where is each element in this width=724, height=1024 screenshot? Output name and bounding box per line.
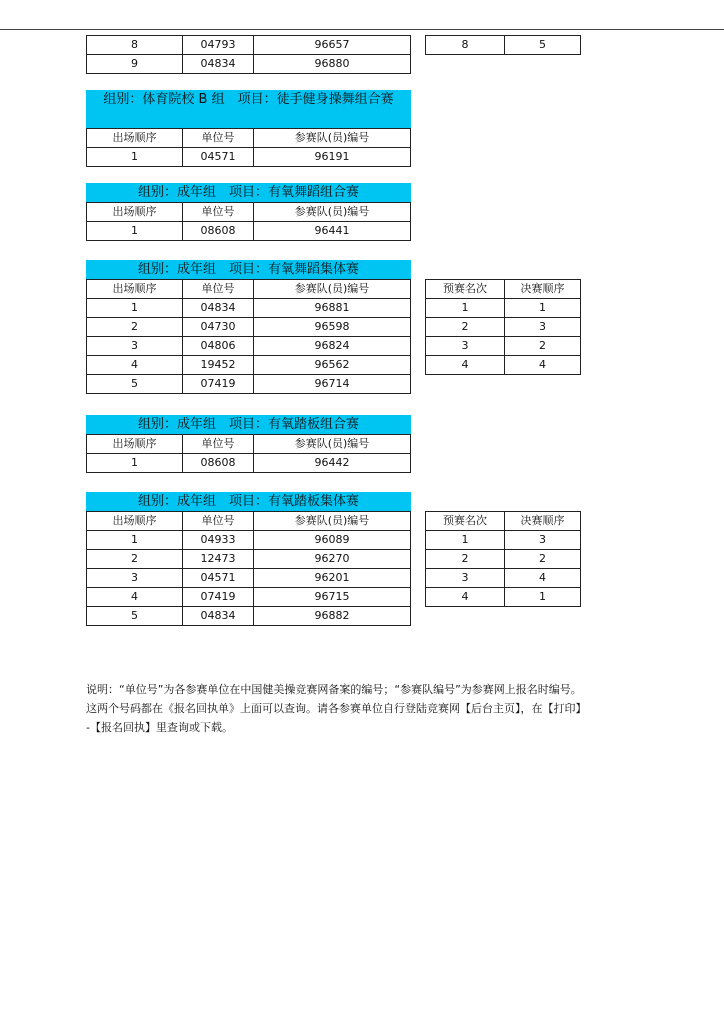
table-header-row	[426, 280, 581, 299]
order-header: 出场顺序	[87, 280, 183, 299]
table-row	[426, 588, 581, 607]
team-header: 参赛队(员)编号	[254, 280, 411, 299]
results-table	[86, 202, 411, 241]
table-row	[87, 337, 411, 356]
order-cell: 5	[87, 375, 183, 394]
final-order-cell: 2	[505, 337, 581, 356]
order-cell: 1	[87, 531, 183, 550]
order-header: 出场顺序	[87, 129, 183, 148]
table-row	[426, 337, 581, 356]
table-row	[426, 299, 581, 318]
team-cell: 96657	[254, 36, 411, 55]
final-order-cell: 4	[505, 356, 581, 375]
table-row	[87, 148, 411, 167]
unit-header: 单位号	[183, 512, 254, 531]
team-cell: 96442	[254, 454, 411, 473]
unit-cell: 04730	[183, 318, 254, 337]
unit-cell: 04834	[183, 299, 254, 318]
results-table	[86, 128, 411, 167]
unit-header: 单位号	[183, 435, 254, 454]
section-title: 组别：成年组 项目：有氧踏板集体赛	[86, 492, 411, 511]
order-cell: 5	[87, 607, 183, 626]
order-cell: 8	[87, 36, 183, 55]
team-cell: 96714	[254, 375, 411, 394]
prelim-rank-cell: 4	[426, 588, 505, 607]
table-row	[87, 588, 411, 607]
prelim-rank-cell: 3	[426, 569, 505, 588]
prelim-header: 预赛名次	[426, 512, 505, 531]
order-cell: 4	[87, 588, 183, 607]
table-header-row	[87, 203, 411, 222]
table-row	[426, 356, 581, 375]
unit-cell: 04834	[183, 607, 254, 626]
table-row	[87, 55, 411, 74]
unit-cell: 04571	[183, 148, 254, 167]
order-cell: 2	[87, 318, 183, 337]
table-row	[87, 607, 411, 626]
table-row	[87, 569, 411, 588]
prelim-rank-cell: 3	[426, 337, 505, 356]
order-header: 出场顺序	[87, 512, 183, 531]
table-header-row	[87, 435, 411, 454]
table-row	[426, 36, 581, 55]
unit-header: 单位号	[183, 280, 254, 299]
team-cell: 96562	[254, 356, 411, 375]
order-cell: 3	[87, 569, 183, 588]
table-row	[426, 318, 581, 337]
prelim-rank-cell: 1	[426, 299, 505, 318]
rank-table	[425, 511, 581, 607]
table-row	[87, 531, 411, 550]
results-table	[86, 511, 411, 626]
table-header-row	[87, 129, 411, 148]
prelim-rank-cell: 1	[426, 531, 505, 550]
final-order-cell: 4	[505, 569, 581, 588]
team-cell: 96191	[254, 148, 411, 167]
note-line: 说明：“单位号”为各参赛单位在中国健美操竞赛网备案的编号；“参赛队编号”为参赛网上报名时编号。	[86, 683, 582, 696]
table-header-row	[426, 512, 581, 531]
unit-header: 单位号	[183, 203, 254, 222]
table-row	[87, 454, 411, 473]
order-cell: 1	[87, 454, 183, 473]
unit-cell: 19452	[183, 356, 254, 375]
table-row	[87, 299, 411, 318]
table-row	[426, 569, 581, 588]
final-order-cell: 1	[505, 588, 581, 607]
order-cell: 4	[87, 356, 183, 375]
unit-cell: 08608	[183, 454, 254, 473]
final-order-cell: 5	[505, 36, 581, 55]
prelim-header: 预赛名次	[426, 280, 505, 299]
unit-cell: 08608	[183, 222, 254, 241]
unit-cell: 04571	[183, 569, 254, 588]
prelim-rank-cell: 2	[426, 318, 505, 337]
table-row	[87, 550, 411, 569]
section-title: 组别：体育院校 B 组 项目：徒手健身操舞组合赛	[86, 90, 411, 128]
order-cell: 2	[87, 550, 183, 569]
rank-table	[425, 279, 581, 375]
prelim-rank-cell: 2	[426, 550, 505, 569]
order-cell: 1	[87, 222, 183, 241]
prelim-rank-cell: 4	[426, 356, 505, 375]
table-header-row	[87, 280, 411, 299]
table-row	[426, 550, 581, 569]
team-cell: 96881	[254, 299, 411, 318]
unit-cell: 04793	[183, 36, 254, 55]
section-title: 组别：成年组 项目：有氧舞蹈集体赛	[86, 260, 411, 279]
team-cell: 96824	[254, 337, 411, 356]
unit-cell: 07419	[183, 375, 254, 394]
team-header: 参赛队(员)编号	[254, 203, 411, 222]
team-cell: 96882	[254, 607, 411, 626]
team-cell: 96270	[254, 550, 411, 569]
unit-cell: 04834	[183, 55, 254, 74]
team-header: 参赛队(员)编号	[254, 512, 411, 531]
final-order-cell: 2	[505, 550, 581, 569]
explanation-note	[86, 680, 666, 737]
team-header: 参赛队(员)编号	[254, 435, 411, 454]
table-row	[87, 356, 411, 375]
unit-cell: 04933	[183, 531, 254, 550]
order-cell: 3	[87, 337, 183, 356]
team-cell: 96201	[254, 569, 411, 588]
unit-cell: 07419	[183, 588, 254, 607]
table-header-row	[87, 512, 411, 531]
note-line: -【报名回执】里查询或下载。	[86, 721, 233, 734]
final-order-cell: 3	[505, 318, 581, 337]
team-header: 参赛队(员)编号	[254, 129, 411, 148]
note-line: 这两个号码都在《报名回执单》上面可以查询。请各参赛单位自行登陆竞赛网【后台主页】，在【打印】	[86, 702, 587, 715]
prelim-rank-cell: 8	[426, 36, 505, 55]
order-header: 出场顺序	[87, 203, 183, 222]
continued-rank-table	[425, 35, 581, 55]
continued-results-table	[86, 35, 411, 74]
section-title: 组别：成年组 项目：有氧舞蹈组合赛	[86, 183, 411, 202]
team-cell: 96089	[254, 531, 411, 550]
table-row	[87, 375, 411, 394]
team-cell: 96880	[254, 55, 411, 74]
team-cell: 96715	[254, 588, 411, 607]
unit-cell: 04806	[183, 337, 254, 356]
order-cell: 1	[87, 148, 183, 167]
unit-header: 单位号	[183, 129, 254, 148]
team-cell: 96441	[254, 222, 411, 241]
final-order-cell: 1	[505, 299, 581, 318]
table-row	[87, 222, 411, 241]
section-title: 组别：成年组 项目：有氧踏板组合赛	[86, 415, 411, 434]
table-row	[87, 318, 411, 337]
final-order-cell: 3	[505, 531, 581, 550]
table-row	[87, 36, 411, 55]
order-cell: 9	[87, 55, 183, 74]
final-header: 决赛顺序	[505, 512, 581, 531]
final-header: 决赛顺序	[505, 280, 581, 299]
order-cell: 1	[87, 299, 183, 318]
unit-cell: 12473	[183, 550, 254, 569]
table-row	[426, 531, 581, 550]
page-top-rule	[0, 29, 724, 30]
team-cell: 96598	[254, 318, 411, 337]
results-table	[86, 434, 411, 473]
results-table	[86, 279, 411, 394]
order-header: 出场顺序	[87, 435, 183, 454]
